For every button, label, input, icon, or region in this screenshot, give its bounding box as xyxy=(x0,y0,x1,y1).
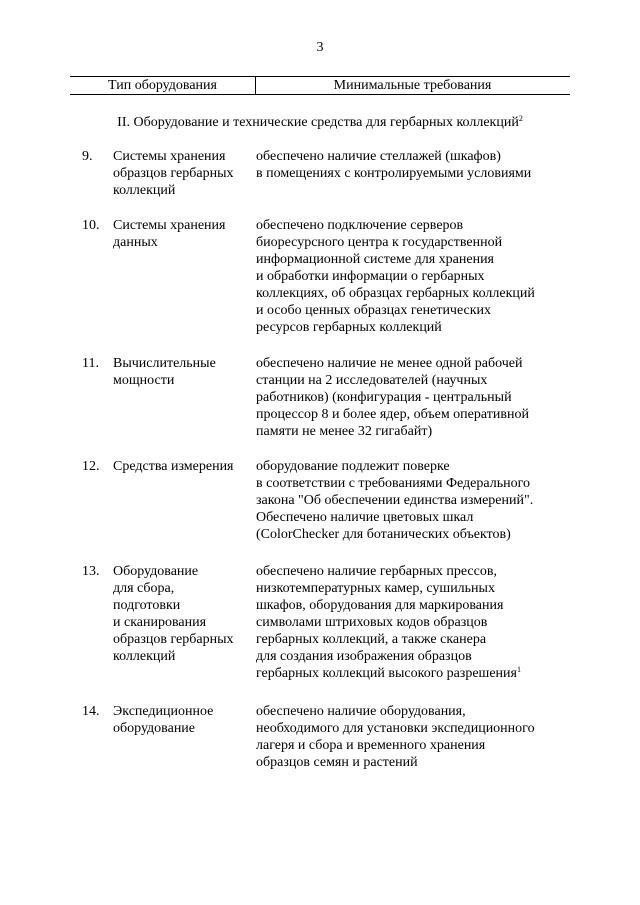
requirement-line: шкафов, оборудования для маркирования xyxy=(256,598,504,613)
equipment-type-line: для сбора, xyxy=(113,581,175,596)
equipment-type-line: Средства измерения xyxy=(113,459,234,474)
row-number: 14. xyxy=(82,704,100,719)
section-footnote-mark: 2 xyxy=(518,114,523,123)
equipment-type-line: Экспедиционное xyxy=(113,704,214,719)
requirement-line: биоресурсного центра к государственной xyxy=(256,235,503,250)
row-number: 12. xyxy=(82,459,100,474)
page-number: 3 xyxy=(316,40,324,55)
row-number: 10. xyxy=(82,218,100,233)
requirement-line: и обработки информации о гербарных xyxy=(256,269,485,284)
requirement-line: образцов семян и растений xyxy=(256,755,418,770)
equipment-type xyxy=(113,563,253,665)
requirement-line: памяти не менее 32 гигабайт) xyxy=(256,424,433,439)
requirement-line: обеспечено наличие гербарных прессов, xyxy=(256,564,497,579)
requirements xyxy=(256,458,576,543)
equipment-type-line: Системы хранения xyxy=(113,149,226,164)
requirements xyxy=(256,217,576,336)
section-title-text: II. Оборудование и технические средства для гербарных коллекций xyxy=(117,115,519,130)
table-header xyxy=(70,76,570,95)
requirement-line: в соответствии с требованиями Федерального xyxy=(256,476,530,491)
equipment-type xyxy=(113,355,253,389)
equipment-type xyxy=(113,703,253,737)
equipment-type-line: данных xyxy=(113,235,158,250)
requirement-line: ресурсов гербарных коллекций xyxy=(256,320,442,335)
requirement-line: оборудование подлежит поверке xyxy=(256,459,450,474)
equipment-type-line: Вычислительные xyxy=(113,356,216,371)
requirement-line: обеспечено наличие не менее одной рабочей xyxy=(256,356,523,371)
equipment-type-line: коллекций xyxy=(113,183,176,198)
requirement-line: процессор 8 и более ядер, объем оперативной xyxy=(256,407,529,422)
column-header-requirements: Минимальные требования xyxy=(333,78,492,93)
section-title xyxy=(0,114,640,132)
equipment-type-line: коллекций xyxy=(113,649,176,664)
requirement-line: в помещениях с контролируемыми условиями xyxy=(256,166,532,181)
equipment-type-line: образцов гербарных xyxy=(113,166,234,181)
requirement-line: лагеря и сбора и временного хранения xyxy=(256,738,486,753)
requirement-line: станции на 2 исследователей (научных xyxy=(256,373,488,388)
requirement-line: необходимого для установки экспедиционного xyxy=(256,721,535,736)
requirement-line-with-footnote xyxy=(256,665,576,682)
equipment-type-line: Системы хранения xyxy=(113,218,226,233)
equipment-type xyxy=(113,148,253,199)
requirement-line: (ColorChecker для ботанических объектов) xyxy=(256,527,511,542)
requirement-line: обеспечено наличие стеллажей (шкафов) xyxy=(256,149,501,164)
requirement-line: и особо ценных образцах генетических xyxy=(256,303,492,318)
requirement-line: информационной системе для хранения xyxy=(256,252,494,267)
requirements xyxy=(256,563,576,682)
row-number: 11. xyxy=(82,356,99,371)
requirements xyxy=(256,355,576,440)
equipment-type-line: и сканирования xyxy=(113,615,207,630)
equipment-type xyxy=(113,217,253,251)
equipment-type-line: образцов гербарных xyxy=(113,632,234,647)
footnote-mark: 1 xyxy=(516,665,521,674)
equipment-type-line: оборудование xyxy=(113,721,196,736)
requirement-line: коллекциях, об образцах гербарных коллекций xyxy=(256,286,535,301)
requirement-line: гербарных коллекций высокого разрешения xyxy=(256,666,517,681)
requirement-line: Обеспечено наличие цветовых шкал xyxy=(256,510,474,525)
requirement-line: для создания изображения образцов xyxy=(256,649,472,664)
requirements xyxy=(256,148,576,182)
requirement-line: обеспечено наличие оборудования, xyxy=(256,704,466,719)
requirement-line: работников) (конфигурация - центральный xyxy=(256,390,512,405)
column-header-equipment-type: Тип оборудования xyxy=(108,78,217,93)
requirement-line: гербарных коллекций, а также сканера xyxy=(256,632,487,647)
row-number: 13. xyxy=(82,564,100,579)
row-number: 9. xyxy=(82,149,93,164)
equipment-type-line: подготовки xyxy=(113,598,181,613)
requirement-line: символами штриховых кодов образцов xyxy=(256,615,488,630)
requirement-line: низкотемпературных камер, сушильных xyxy=(256,581,495,596)
equipment-type-line: мощности xyxy=(113,373,175,388)
equipment-type xyxy=(113,458,253,475)
requirement-line: обеспечено подключение серверов xyxy=(256,218,464,233)
requirements xyxy=(256,703,576,771)
equipment-type-line: Оборудование xyxy=(113,564,199,579)
requirement-line: закона "Об обеспечении единства измерений". xyxy=(256,493,534,508)
